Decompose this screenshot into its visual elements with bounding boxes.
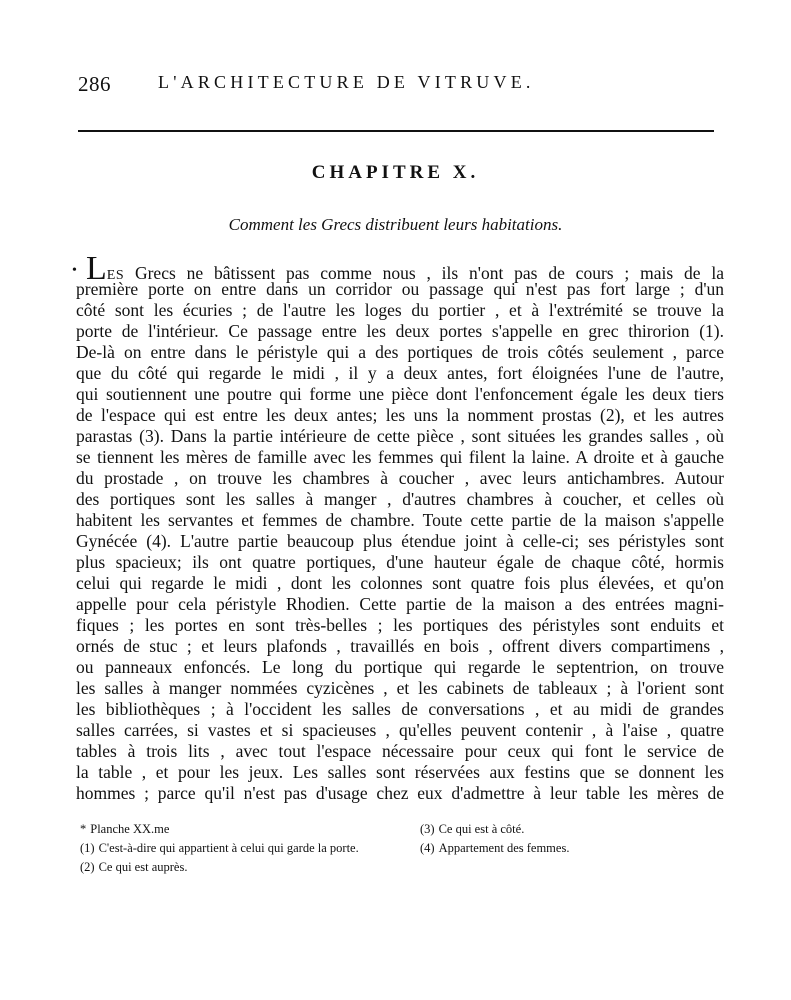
chapter-title: CHAPITRE X.	[311, 162, 480, 183]
footnote-text: Planche XX.me	[90, 822, 170, 836]
running-title: L'ARCHITECTURE DE VITRUVE.	[158, 72, 535, 92]
footnote-text: Appartement des femmes.	[438, 841, 570, 855]
body-text	[72, 250, 724, 804]
body-line: parastas (3). Dans la partie intérieure de cette pièce , sont situées les grandes salles , où	[76, 426, 724, 446]
body-line: les bibliothèques ; à l'occident les salles de conversations , et au midi de grandes	[76, 699, 724, 719]
footnote	[80, 839, 410, 858]
body-line: habitent les servantes et femmes de chambre. Toute cette partie de la maison s'appelle	[76, 510, 724, 530]
footnote-number: (3)	[420, 822, 435, 836]
page-number: 286	[78, 72, 111, 96]
plate-marker: •	[72, 263, 77, 278]
body-lines	[76, 279, 724, 804]
body-line: plus spacieux; ils ont quatre portiques, d'une hauteur égale de chaque côté, hormis	[76, 552, 724, 572]
body-line	[72, 250, 724, 287]
body-line: tables à trois lits , avec tout l'espace nécessaire pour ceux qui font le service de	[76, 741, 724, 761]
footnote-number: (4)	[420, 841, 435, 855]
body-line: du prostade , on trouve les chambres à coucher , avec leurs antichambres. Autour	[76, 468, 724, 488]
footnote	[420, 839, 720, 858]
drop-cap-rest: ES	[106, 268, 125, 283]
footnotes-right	[420, 820, 720, 858]
footnote-text: C'est-à-dire qui appartient à celui qui garde la porte.	[98, 841, 359, 855]
body-line: salles carrées, si vastes et si spacieuses , qu'elles peuvent contenir , à l'aise , quatre	[76, 720, 724, 740]
body-line: que du côté qui regarde le midi , il y a deux antes, fort éloignées l'une de l'autre,	[76, 363, 724, 383]
body-line: les salles à manger nommées cyzicènes , et les cabinets de tableaux ; à l'orient sont	[76, 678, 724, 698]
body-line: fiques ; les portes en sont très-belles ; les portiques des péristyles sont enduits et	[76, 615, 724, 635]
page-header	[78, 72, 714, 96]
body-line-text: Grecs ne bâtissent pas comme nous , ils n'ont pas de cours ; mais de la	[124, 263, 724, 283]
body-line: ornés de stuc ; et leurs plafonds , travaillés en bois , offrent divers compartimens ,	[76, 636, 724, 656]
body-line: Gynécée (4). L'autre partie beaucoup plus étendue joint à celle-ci; ses péristyles sont	[76, 531, 724, 551]
body-line: la table , et pour les jeux. Les salles sont réservées aux festins que se donnent les	[76, 762, 724, 782]
header-rule	[78, 130, 714, 132]
footnote	[80, 858, 410, 877]
body-line: ou panneaux enfoncés. Le long du portique qui regarde le septentrion, on trouve	[76, 657, 724, 677]
body-line: des portiques sont les salles à manger , d'autres chambres à coucher, et celles où	[76, 489, 724, 509]
drop-cap: L	[86, 250, 107, 287]
footnote-text: Ce qui est à côté.	[438, 822, 525, 836]
body-line: côté sont les écuries ; de l'autre les loges du portier , et à l'extrémité se trouve la	[76, 300, 724, 320]
footnote-number: (1)	[80, 841, 95, 855]
body-line: de l'espace qui est entre les deux antes; les uns la nomment prostas (2), et les autres	[76, 405, 724, 425]
footnote	[80, 820, 410, 839]
chapter-subtitle: Comment les Grecs distribuent leurs habitations.	[228, 215, 563, 234]
footnote-text: Ce qui est auprès.	[98, 860, 188, 874]
footnote-number: (2)	[80, 860, 95, 874]
footnotes-left	[80, 820, 410, 877]
body-line: se tiennent les mères de famille avec les femmes qui filent la laine. A droite et à gauche	[76, 447, 724, 467]
footnote	[420, 820, 720, 839]
body-line: appelle pour cela péristyle Rhodien. Cette partie de la maison a des entrées magni-	[76, 594, 724, 614]
body-line: qui soutiennent une poutre qui forme une pièce dont l'enfoncement égale les deux tiers	[76, 384, 724, 404]
body-line: première porte on entre dans un corridor ou passage qui n'est pas fort large ; d'un	[76, 279, 724, 299]
body-line: De-là on entre dans le péristyle qui a des portiques de trois côtés seulement , parce	[76, 342, 724, 362]
body-line: porte de l'intérieur. Ce passage entre les deux portes s'appelle en grec thirorion (1).	[76, 321, 724, 341]
body-line: hommes ; parce qu'il n'est pas d'usage chez eux d'admettre à leur table les mères de	[76, 783, 724, 803]
body-line: celui qui regarde le midi , dont les colonnes sont quatre fois plus élevées, et qu'on	[76, 573, 724, 593]
footnote-number: *	[80, 822, 87, 836]
